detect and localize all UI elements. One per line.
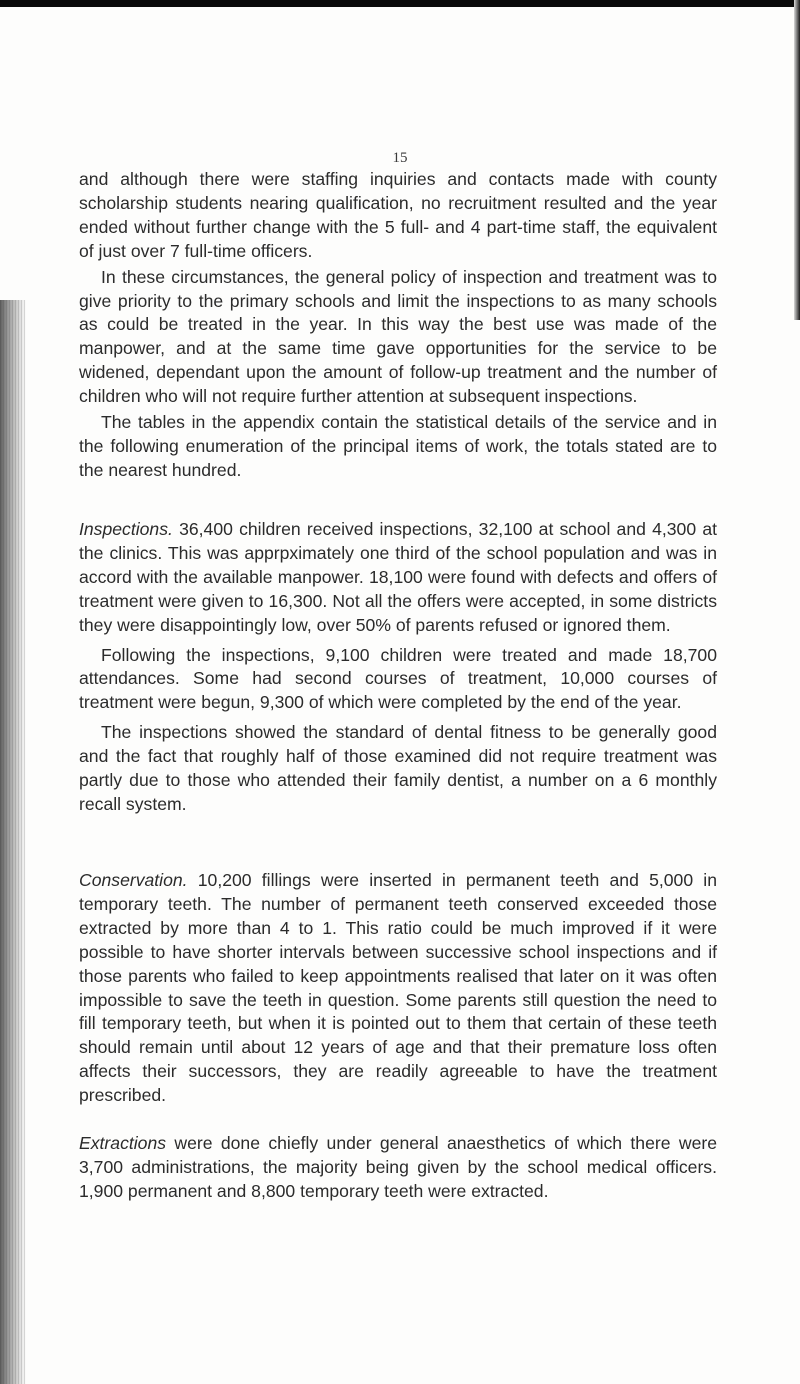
- inspections-text: 36,400 children received inspections, 32,100 at school and 4,300 at the clinics. This was apprpximately one third of the school population and was in accord with the available manpower. 18,100 were found with defects and offers of treatment were given to 16,300. Not all the offers were accepted, in some districts they were disappointingly low, over 50% of parents refused or ignored them.: [79, 519, 717, 635]
- scan-binding-shadow: [0, 300, 26, 1384]
- inspections-paragraph-3: The inspections showed the standard of dental fitness to be generally good and the fact that roughly half of those examined did not require treatment was partly due to those who attended their family dentist, a number on a 6 monthly recall system.: [79, 722, 717, 814]
- inspections-section: [79, 518, 717, 817]
- intro-section: [79, 168, 717, 483]
- inspections-paragraph-1: [79, 518, 717, 638]
- conservation-paragraph: [79, 869, 717, 1108]
- intro-paragraph-2: In these circumstances, the general policy of inspection and treatment was to give priority to the primary schools and limit the inspections to as many schools as could be treated in the year. In this way the best use was made of the manpower, and at the same time gave opportunities for the service to be widened, dependant upon the amount of follow-up treatment and the number of children who will not require further attention at subsequent inspections.: [79, 266, 717, 407]
- page-number: 15: [392, 150, 408, 166]
- inspections-paragraph-2: Following the inspections, 9,100 children were treated and made 18,700 attendances. Some had second courses of treatment, 10,000 courses of treatment were begun, 9,300 of which were completed by the end of the year.: [79, 644, 717, 713]
- conservation-text: 10,200 fillings were inserted in permanent teeth and 5,000 in temporary teeth. The number of permanent teeth conserved exceeded those extracted by more than 4 to 1. This ratio could be much improved if it were possible to have shorter intervals between successive school inspections and if those parents who failed to keep appointments realised that later on it was often impossible to save the teeth in question. Some parents still question the need to fill temporary teeth, but when it is pointed out to them that certain of these teeth should remain until about 12 years of age and that their premature loss often affects their successors, they are readily agreeable to have the treatment prescribed.: [79, 870, 717, 1106]
- conservation-heading: Conservation.: [79, 870, 188, 890]
- inspections-heading: Inspections.: [79, 519, 173, 539]
- scan-top-border: [0, 0, 800, 7]
- extractions-heading: Extractions: [79, 1133, 167, 1153]
- intro-paragraph-1: and although there were staffing inquiries and contacts made with county scholarship students nearing qualification, no recruitment resulted and the year ended without further change with the 5 full- and 4 part-time staff, the equivalent of just over 7 full-time officers.: [79, 169, 717, 261]
- conservation-section: [79, 869, 717, 1108]
- extractions-text: were done chiefly under general anaesthetics of which there were 3,700 administrations, the majority being given by the school medical officers. 1,900 permanent and 8,800 temporary teeth were extracted.: [79, 1133, 717, 1201]
- intro-paragraph-3: The tables in the appendix contain the statistical details of the service and in the following enumeration of the principal items of work, the totals stated are to the nearest hundred.: [79, 412, 717, 480]
- extractions-paragraph: [79, 1132, 717, 1204]
- extractions-section: [79, 1132, 717, 1204]
